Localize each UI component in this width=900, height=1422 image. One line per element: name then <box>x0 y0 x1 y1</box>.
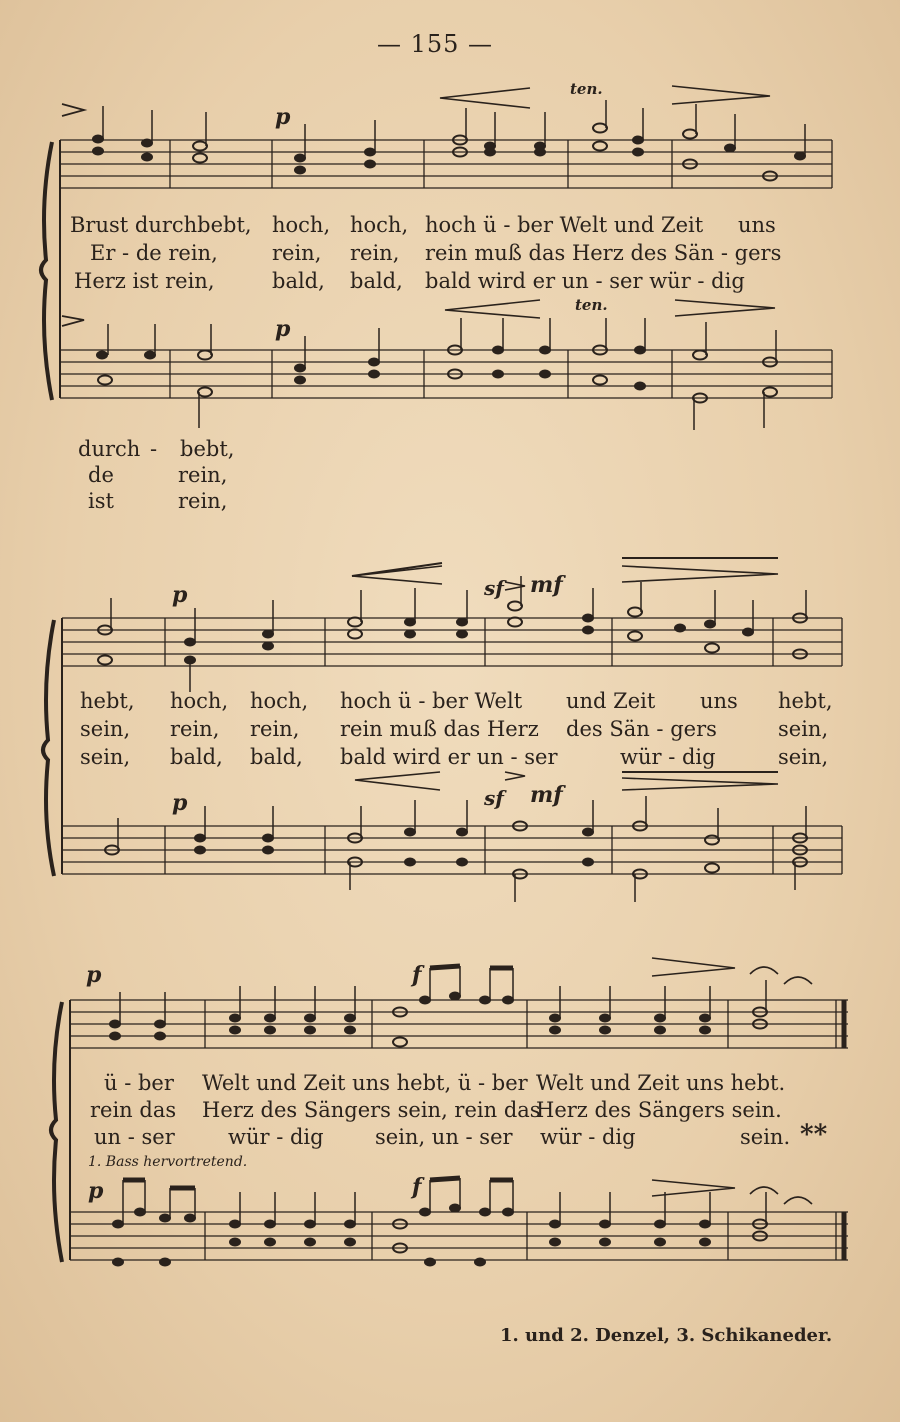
verse-1-line-1e: uns <box>738 213 776 237</box>
s2-v2-d: rein muß das Herz <box>340 717 539 741</box>
s3-v3-b: wür - dig <box>228 1125 324 1149</box>
tail-verse-3a: ist <box>88 489 114 513</box>
s3-v3-c: sein, un - ser <box>375 1125 513 1149</box>
footnote-stars: ** <box>800 1120 828 1150</box>
verse-3-line-1d: bald wird er un - ser wür - dig <box>425 269 745 293</box>
author-credit: 1. und 2. Denzel, 3. Schikaneder. <box>500 1325 833 1346</box>
s3-v2-c: Herz des Sängers sein. <box>536 1098 782 1122</box>
s2-v2-a: sein, <box>80 717 131 741</box>
tenuto-mark-lower: ten. <box>575 296 608 314</box>
s2-v1-f: uns <box>700 689 738 713</box>
s2-v1-a: hebt, <box>80 689 135 713</box>
verse-3-line-1a: Herz ist rein, <box>74 269 215 293</box>
s2-v2-f: sein, <box>778 717 829 741</box>
verse-1-line-1c: hoch, <box>350 213 409 237</box>
dynamic-p-lower: p <box>275 316 291 342</box>
s2-v3-f: sein, <box>778 745 829 769</box>
s3-v3-a: un - ser <box>94 1125 175 1149</box>
verse-1-line-1b: hoch, <box>272 213 331 237</box>
verse-1-line-1a: Brust durchbebt, <box>70 213 252 237</box>
tail-verse-1b: - <box>150 437 158 461</box>
dynamic-p-3-lower: p <box>88 1178 104 1204</box>
footnote-bass: 1. Bass hervortretend. <box>88 1154 248 1170</box>
s3-v3-d: wür - dig <box>540 1125 636 1149</box>
s2-v2-c: rein, <box>250 717 300 741</box>
verse-2-line-1d: rein muß das Herz des Sän - gers <box>425 241 782 265</box>
s3-v2-b: Herz des Sängers sein, rein das <box>202 1098 541 1122</box>
s2-v2-e: des Sän - gers <box>566 717 717 741</box>
dynamic-p: p <box>275 104 291 130</box>
tail-verse-1c: bebt, <box>180 437 235 461</box>
verse-1-line-1d: hoch ü - ber Welt und Zeit <box>425 213 704 237</box>
tail-verse-2b: rein, <box>178 463 228 487</box>
s2-v3-c: bald, <box>250 745 303 769</box>
dynamic-p-2-lower: p <box>172 790 188 816</box>
s3-v1-a: ü - ber <box>104 1071 174 1095</box>
s2-v1-c: hoch, <box>250 689 309 713</box>
s2-v1-d: hoch ü - ber Welt <box>340 689 523 713</box>
s3-v1-c: Welt und Zeit uns hebt. <box>536 1071 786 1095</box>
dynamic-f-lower: f <box>412 1174 422 1200</box>
s2-v3-a: sein, <box>80 745 131 769</box>
tail-verse-2a: de <box>88 463 114 487</box>
verse-2-line-1c: rein, <box>350 241 400 265</box>
tenuto-mark: ten. <box>570 80 603 98</box>
dynamic-p-2: p <box>172 582 188 608</box>
s2-v1-e: und Zeit <box>566 689 656 713</box>
s2-v2-b: rein, <box>170 717 220 741</box>
s2-v1-b: hoch, <box>170 689 229 713</box>
verse-2-line-1a: Er - de rein, <box>90 241 218 265</box>
s2-v3-e: wür - dig <box>620 745 716 769</box>
dynamic-sf-lower: sf <box>484 786 504 810</box>
s3-v3-e: sein. <box>740 1125 791 1149</box>
page-number: — 155 — <box>376 30 494 58</box>
dynamic-mf: mf <box>530 572 563 598</box>
s2-v1-g: hebt, <box>778 689 833 713</box>
dynamic-p-3: p <box>86 962 102 988</box>
s3-v2-a: rein das <box>90 1098 177 1122</box>
s3-v1-b: Welt und Zeit uns hebt, ü - ber <box>202 1071 528 1095</box>
s2-v3-d: bald wird er un - ser <box>340 745 558 769</box>
tail-verse-1a: durch <box>78 437 141 461</box>
verse-3-line-1b: bald, <box>272 269 325 293</box>
dynamic-f: f <box>412 962 422 988</box>
tail-verse-3b: rein, <box>178 489 228 513</box>
dynamic-mf-lower: mf <box>530 782 563 808</box>
s2-v3-b: bald, <box>170 745 223 769</box>
verse-2-line-1b: rein, <box>272 241 322 265</box>
dynamic-sf: sf <box>484 576 504 600</box>
verse-3-line-1c: bald, <box>350 269 403 293</box>
